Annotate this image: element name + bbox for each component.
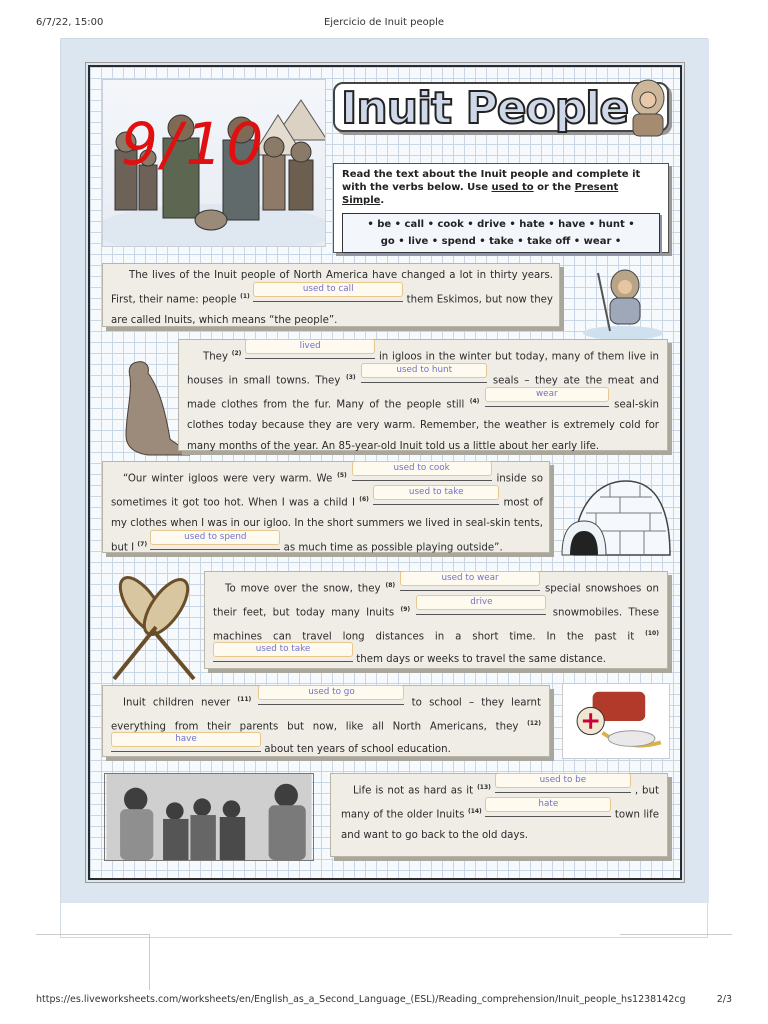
- blank-6: [373, 487, 499, 505]
- paragraph-5-box: [102, 685, 550, 757]
- para3-text: “Our winter igloos were very warm. We: [123, 473, 333, 485]
- blank-10: [213, 643, 353, 662]
- print-datetime: 6/7/22, 15:00: [36, 17, 104, 28]
- blank-number-9: (9): [400, 605, 411, 613]
- page-edge-decoration: [36, 934, 150, 990]
- page-edge-line: [620, 934, 732, 935]
- answer-input-5[interactable]: used to cook: [352, 461, 492, 476]
- instructions-part: Read the text about the Inuit people and complete it with the verbs below. Use: [342, 169, 641, 193]
- blank-13: [495, 775, 631, 793]
- answer-input-7[interactable]: used to spend: [150, 530, 280, 545]
- para2-text: seal-skin clothes today because they are very warm. Remember, the weather is extremely cold for many months of the year. An 85-year-old Inuit told us a little about her early life.: [187, 399, 659, 452]
- answer-input-8[interactable]: used to wear: [400, 571, 540, 586]
- blank-11: [258, 687, 404, 705]
- print-page-title: Ejercicio de Inuit people: [323, 17, 445, 28]
- answer-input-3[interactable]: used to hunt: [361, 363, 487, 378]
- blank-number-14: (14): [467, 807, 482, 815]
- igloo-icon: [560, 475, 672, 559]
- blank-number-2: (2): [231, 350, 242, 357]
- blank-number-3: (3): [345, 373, 356, 381]
- blank-number-5: (5): [337, 472, 347, 479]
- blank-number-6: (6): [359, 495, 369, 503]
- para2-text: seals – they ate the meat and made clothes from the fur. Many of the people still: [187, 375, 659, 411]
- answer-input-13[interactable]: used to be: [495, 773, 631, 788]
- instructions-present-simple: Present Simple: [342, 182, 619, 206]
- blank-number-7: (7): [137, 540, 148, 548]
- blank-number-8: (8): [385, 582, 396, 589]
- verb-bank-line-2: go • live • spend • take • take off • wear •: [380, 236, 622, 247]
- inuit-family-illustration: [102, 79, 326, 247]
- answer-input-2[interactable]: lived: [245, 339, 375, 354]
- instructions-part: .: [380, 195, 385, 206]
- print-page-number: 2/3: [716, 994, 732, 1005]
- para4-text: snowmobiles. These machines can travel long distances in a short time. In the past it: [213, 607, 659, 643]
- blank-14: [485, 799, 611, 817]
- blank-5: [352, 463, 492, 481]
- answer-input-10[interactable]: used to take: [213, 642, 353, 657]
- snowshoes-icon: [108, 571, 198, 683]
- blank-12: [111, 733, 261, 752]
- inuit-children-photo: [104, 773, 314, 861]
- para3-text: as much time as possible playing outside”.: [283, 541, 503, 553]
- blank-number-12: (12): [527, 719, 541, 727]
- inuit-child-icon: [619, 76, 677, 138]
- para3-text: most of my clothes when I was in our igloo. In the short summers we lived in seal-skin tents, but I: [111, 497, 543, 553]
- inuit-hunter-icon: [580, 263, 666, 341]
- worksheet-title: Inuit People: [341, 83, 629, 134]
- para5-text: Inuit children never: [123, 697, 231, 709]
- browser-print-header: [0, 0, 768, 40]
- answer-input-9[interactable]: drive: [416, 595, 546, 610]
- blank-2: [245, 341, 375, 359]
- answer-input-14[interactable]: hate: [485, 797, 611, 812]
- paragraph-4-box: [204, 571, 668, 669]
- worksheet-page: [60, 38, 708, 938]
- para4-text: To move over the snow, they: [225, 583, 381, 595]
- para6-text: town life and want to go back to the old days.: [341, 809, 659, 841]
- paragraph-2-box: [178, 339, 668, 451]
- answer-input-12[interactable]: have: [111, 732, 261, 747]
- para1-text: The lives of the Inuit people of North America have changed a lot in thirty years. First, their name: people: [111, 270, 553, 305]
- para2-text: They: [203, 351, 228, 363]
- worksheet-title-box: [333, 82, 669, 132]
- blank-number-10: (10): [645, 629, 659, 637]
- blank-1: [253, 283, 403, 302]
- para4-text: them days or weeks to travel the same distance.: [356, 653, 606, 665]
- blank-number-13: (13): [477, 784, 491, 791]
- para5-text: to school – they learnt everything from their parents but now, like all North Americans, they: [111, 697, 541, 733]
- para1-text: them Eskimos, but now they are called Inuits, which means “the people”.: [111, 293, 553, 326]
- para3-text: inside so sometimes it got too hot. When I was a child I: [111, 473, 543, 509]
- answer-input-6[interactable]: used to take: [373, 485, 499, 500]
- blank-4: [485, 389, 609, 407]
- blank-number-4: (4): [469, 397, 480, 405]
- answer-input-4[interactable]: wear: [485, 387, 609, 402]
- paragraph-6-box: [330, 773, 668, 857]
- instructions-box: [333, 163, 669, 253]
- para2-text: in igloos in the winter but today, many of them live in houses in small towns. They: [187, 351, 659, 387]
- paragraph-1-box: [102, 263, 560, 327]
- answer-input-11[interactable]: used to go: [258, 685, 404, 700]
- para4-text: special snowshoes on their feet, but today many Inuits: [213, 583, 659, 619]
- instructions-part: or the: [533, 182, 575, 193]
- verb-bank-line-1: • be • call • cook • drive • hate • have • hunt •: [367, 219, 635, 230]
- verb-bank: [342, 213, 660, 253]
- para6-text: , but many of the older Inuits: [341, 785, 659, 821]
- blank-3: [361, 365, 487, 383]
- blank-number-1: (1): [240, 292, 250, 300]
- blank-9: [416, 597, 546, 615]
- para6-text: Life is not as hard as it: [353, 785, 474, 797]
- blank-8: [400, 573, 540, 591]
- blank-number-11: (11): [237, 696, 252, 703]
- para5-text: about ten years of school education.: [264, 743, 451, 755]
- instructions-text: [342, 168, 660, 207]
- drum-crafts-photo: [562, 683, 670, 759]
- instructions-used-to: used to: [491, 182, 534, 193]
- blank-7: [150, 531, 280, 550]
- print-url: https://es.liveworksheets.com/worksheets/en/English_as_a_Second_Language_(ESL)/Reading_comprehension/Inuit_people_hs1238142cg: [36, 994, 686, 1005]
- paragraph-3-box: [102, 461, 550, 553]
- worksheet-frame: [61, 39, 709, 903]
- answer-input-1[interactable]: used to call: [253, 282, 403, 297]
- worksheet-sheet: [88, 65, 682, 880]
- score-annotation: 9/10: [121, 110, 268, 178]
